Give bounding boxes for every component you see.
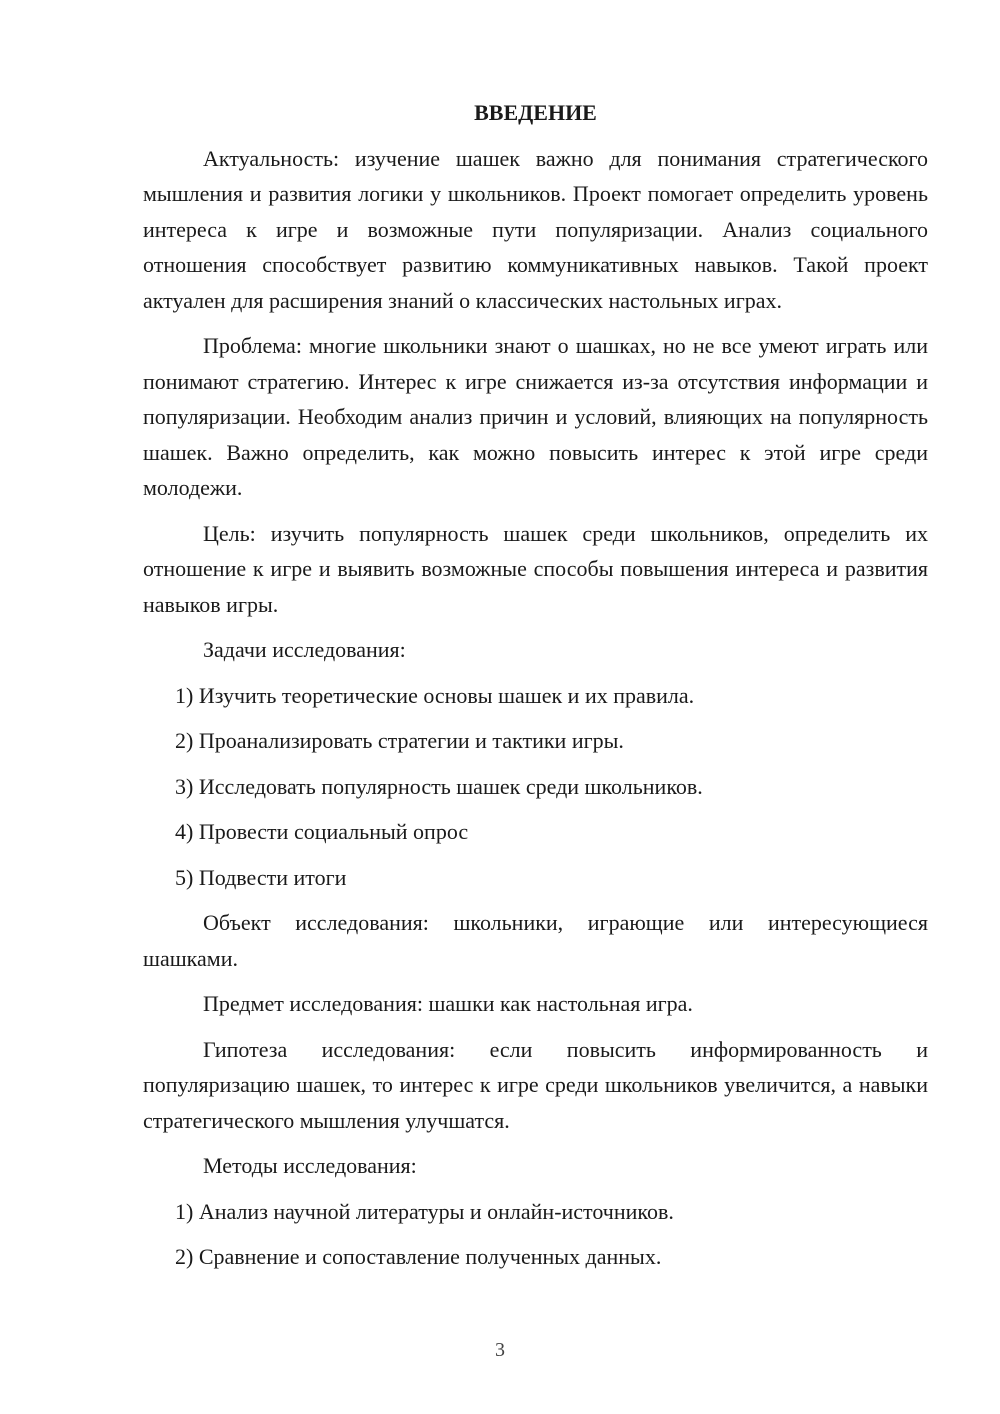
methods-list: [143, 1194, 928, 1275]
list-item: 2) Сравнение и сопоставление полученных данных.: [175, 1244, 662, 1269]
problem-paragraph: Проблема: многие школьники знают о шашках, но не все умеют играть или понимают стратегию. Интерес к игре снижается из-за отсутствия информации и популяризации. Необходим анализ причин и условий, влияющих на популярность шашек. Важно определить, как можно повысить интерес к этой игре среди молодежи.: [143, 333, 928, 500]
list-item: 3) Исследовать популярность шашек среди школьников.: [175, 773, 703, 799]
list-item: 1) Анализ научной литературы и онлайн-источников.: [175, 1198, 674, 1224]
subject-paragraph: Предмет исследования: шашки как настольная игра.: [203, 991, 693, 1016]
hypothesis-paragraph: Гипотеза исследования: если повысить информированность и популяризацию шашек, то интерес к игре среди школьников увеличится, а навыки стратегического мышления улучшатся.: [143, 1036, 928, 1133]
object-paragraph: Объект исследования: школьники, играющие или интересующиеся шашками.: [143, 910, 928, 971]
list-item: 1) Изучить теоретические основы шашек и их правила.: [175, 682, 695, 708]
relevance-paragraph: Актуальность: изучение шашек важно для понимания стратегического мышления и развития логики у школьников. Проект помогает определить уровень интереса к игре и возможные пути популяризации. Анализ социального отношения способствует развитию коммуникативных навыков. Такой проект актуален для расширения знаний о классических настольных играх.: [143, 145, 928, 313]
page-title: ВВЕДЕНИЕ: [474, 100, 597, 125]
methods-heading: Методы исследования:: [203, 1153, 417, 1178]
list-item: 5) Подвести итоги: [175, 864, 347, 890]
list-item: 4) Провести социальный опрос: [175, 819, 469, 844]
tasks-heading: Задачи исследования:: [203, 637, 406, 662]
tasks-list: [143, 678, 928, 896]
page-number: 3: [495, 1339, 505, 1361]
goal-paragraph: Цель: изучить популярность шашек среди школьников, определить их отношение к игре и выявить возможные способы повышения интереса и развития навыков игры.: [143, 520, 928, 617]
list-item: 2) Проанализировать стратегии и тактики игры.: [175, 728, 624, 753]
